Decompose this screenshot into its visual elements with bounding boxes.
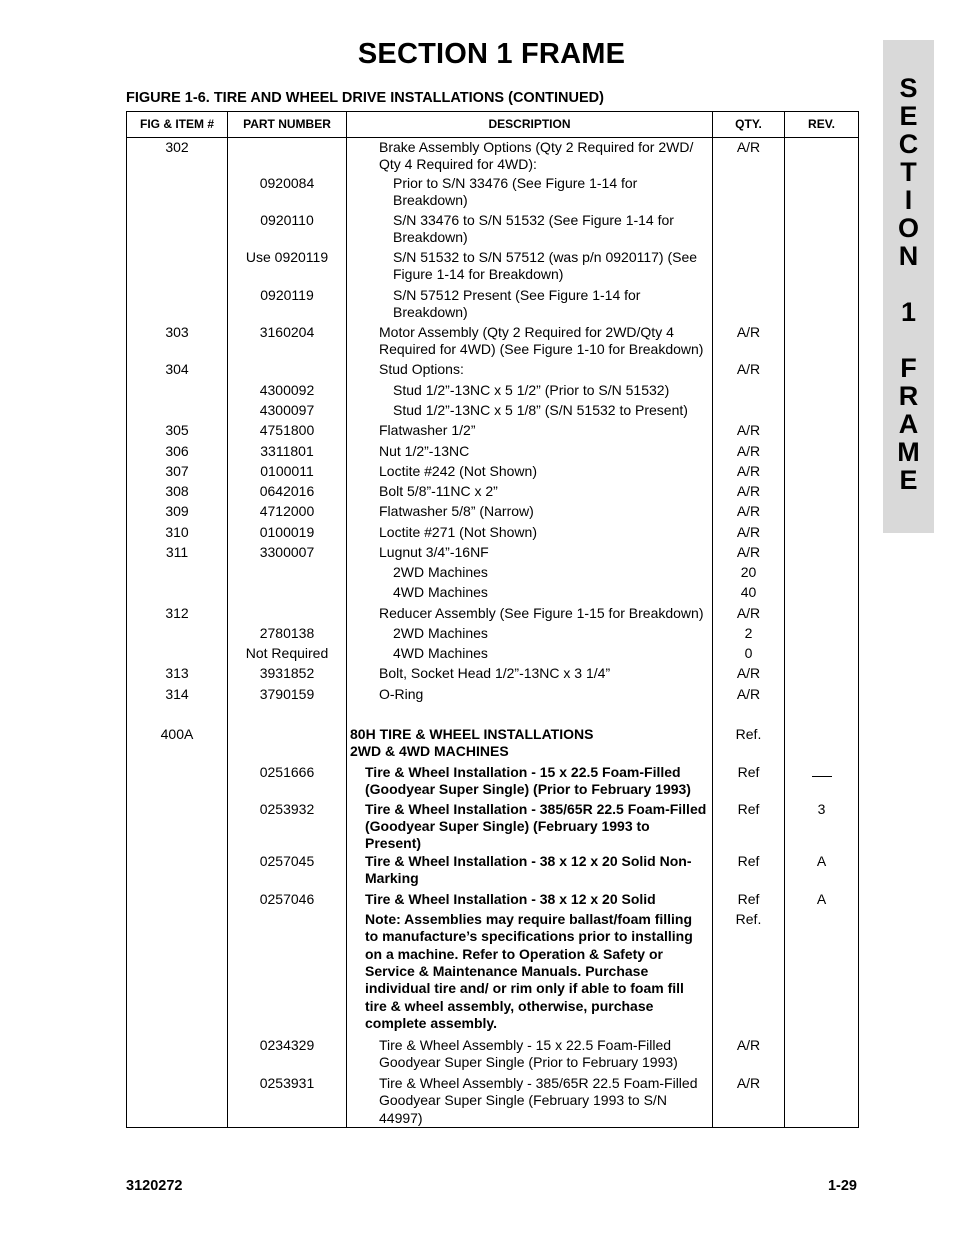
description-cell: Tire & Wheel Installation - 38 x 12 x 20 Solid bbox=[347, 891, 713, 911]
description-cell: S/N 57512 Present (See Figure 1-14 for Breakdown) bbox=[347, 287, 713, 324]
side-tab-letter: S bbox=[899, 73, 918, 103]
part-number-cell bbox=[228, 138, 347, 175]
part-number-cell: 0100011 bbox=[228, 463, 347, 483]
table-row bbox=[127, 645, 859, 665]
table-row bbox=[127, 249, 859, 287]
description-cell: S/N 33476 to S/N 51532 (See Figure 1-14 for Breakdown) bbox=[347, 212, 713, 249]
rev-cell bbox=[785, 584, 859, 605]
item-cell: 310 bbox=[127, 524, 228, 544]
side-tab-letter: O bbox=[897, 213, 919, 243]
qty-cell: A/R bbox=[713, 686, 785, 726]
item-cell: 307 bbox=[127, 463, 228, 483]
side-tab-letter: C bbox=[898, 129, 919, 159]
column-header-qty: QTY. bbox=[713, 112, 785, 138]
description-cell: Brake Assembly Options (Qty 2 Required for 2WD/ Qty 4 Required for 4WD): bbox=[347, 138, 713, 175]
section-heading-line: 2WD & 4WD MACHINES bbox=[350, 742, 509, 759]
qty-cell: A/R bbox=[713, 361, 785, 382]
qty-cell: Ref bbox=[713, 891, 785, 911]
item-cell: 312 bbox=[127, 605, 228, 625]
rev-cell bbox=[785, 175, 859, 212]
table-row bbox=[127, 524, 859, 544]
table-row bbox=[127, 443, 859, 463]
table-row bbox=[127, 686, 859, 726]
column-header-description: DESCRIPTION bbox=[347, 112, 713, 138]
side-tab-letter: T bbox=[900, 157, 917, 187]
rev-cell bbox=[785, 625, 859, 645]
part-number-cell: 0642016 bbox=[228, 483, 347, 503]
item-cell: 311 bbox=[127, 544, 228, 564]
rev-cell bbox=[785, 524, 859, 544]
item-cell bbox=[127, 801, 228, 853]
description-cell: Tire & Wheel Installation - 385/65R 22.5 Foam-Filled (Goodyear Super Single) (February 1993 to Present) bbox=[347, 801, 713, 853]
side-tab-letter: N bbox=[898, 241, 919, 271]
part-number-cell: 0920119 bbox=[228, 287, 347, 324]
rev-cell bbox=[785, 483, 859, 503]
item-cell: 304 bbox=[127, 361, 228, 382]
rev-cell: A bbox=[785, 853, 859, 891]
side-tab-letter: A bbox=[898, 409, 919, 439]
part-number-cell: 0257045 bbox=[228, 853, 347, 891]
qty-cell bbox=[713, 402, 785, 422]
part-number-cell: 3790159 bbox=[228, 686, 347, 726]
qty-cell: Ref bbox=[713, 853, 785, 891]
qty-cell: A/R bbox=[713, 1037, 785, 1075]
description-cell: Flatwasher 1/2” bbox=[347, 422, 713, 443]
note-cell: Note: Assemblies may require ballast/foam filling to manufacture’s specifications prior to installing on a machine. Refer to Operation & Safety or Service & Maintenance Manuals. Purchase individual tire and/ or rim only if able to foam fill tire & wheel assembly, otherwise, purchase complete assembly. bbox=[347, 911, 713, 1037]
item-cell: 305 bbox=[127, 422, 228, 443]
item-cell bbox=[127, 382, 228, 402]
rev-cell bbox=[785, 287, 859, 324]
rev-cell bbox=[785, 422, 859, 443]
part-number-cell: 4712000 bbox=[228, 503, 347, 524]
item-cell: 314 bbox=[127, 686, 228, 726]
description-cell: O-Ring bbox=[347, 686, 713, 726]
qty-cell: A/R bbox=[713, 138, 785, 175]
rev-dash bbox=[812, 776, 832, 777]
item-cell bbox=[127, 287, 228, 324]
part-number-cell: 0100019 bbox=[228, 524, 347, 544]
part-number-cell: 3931852 bbox=[228, 665, 347, 686]
table-row bbox=[127, 138, 859, 175]
description-cell: 4WD Machines bbox=[347, 645, 713, 665]
section-title: SECTION 1 FRAME bbox=[357, 38, 626, 70]
description-cell bbox=[347, 726, 713, 764]
table-row bbox=[127, 764, 859, 801]
item-cell bbox=[127, 645, 228, 665]
table-row bbox=[127, 564, 859, 584]
item-cell bbox=[127, 891, 228, 911]
table-row bbox=[127, 324, 859, 361]
table-row bbox=[127, 625, 859, 645]
table-row bbox=[127, 402, 859, 422]
rev-cell bbox=[785, 764, 859, 801]
rev-cell bbox=[785, 324, 859, 361]
column-header-item: FIG & ITEM # bbox=[127, 112, 228, 138]
qty-cell: A/R bbox=[713, 665, 785, 686]
description-cell: 2WD Machines bbox=[347, 625, 713, 645]
rev-cell bbox=[785, 1075, 859, 1128]
table-row bbox=[127, 382, 859, 402]
rev-cell: 3 bbox=[785, 801, 859, 853]
rev-cell bbox=[785, 463, 859, 483]
part-number-cell: 3300007 bbox=[228, 544, 347, 564]
part-number-cell: 0253931 bbox=[228, 1075, 347, 1128]
document-number: 3120272 bbox=[126, 1178, 183, 1194]
table-row bbox=[127, 891, 859, 911]
item-cell bbox=[127, 249, 228, 287]
qty-cell: 40 bbox=[713, 584, 785, 605]
table-row bbox=[127, 605, 859, 625]
qty-cell: A/R bbox=[713, 483, 785, 503]
rev-cell bbox=[785, 665, 859, 686]
table-row bbox=[127, 853, 859, 891]
part-number-cell: 0234329 bbox=[228, 1037, 347, 1075]
rev-cell bbox=[785, 249, 859, 287]
table-row bbox=[127, 287, 859, 324]
rev-cell bbox=[785, 443, 859, 463]
page-number: 1-29 bbox=[827, 1178, 857, 1194]
section-heading-line: 80H TIRE & WHEEL INSTALLATIONS bbox=[350, 725, 594, 742]
description-cell: Tire & Wheel Installation - 38 x 12 x 20 Solid Non-Marking bbox=[347, 853, 713, 891]
side-tab-letter: E bbox=[899, 101, 918, 131]
side-tab-letter: F bbox=[900, 353, 917, 383]
rev-cell bbox=[785, 1037, 859, 1075]
table-row bbox=[127, 212, 859, 249]
description-cell: Nut 1/2”-13NC bbox=[347, 443, 713, 463]
side-tab-letter: 1 bbox=[900, 297, 917, 327]
item-cell bbox=[127, 853, 228, 891]
item-cell: 302 bbox=[127, 138, 228, 175]
table-row bbox=[127, 665, 859, 686]
qty-cell: Ref. bbox=[713, 911, 785, 1037]
part-number-cell: 0257046 bbox=[228, 891, 347, 911]
rev-cell bbox=[785, 402, 859, 422]
qty-cell: Ref bbox=[713, 801, 785, 853]
side-tab-letter: I bbox=[904, 185, 913, 215]
rev-cell bbox=[785, 564, 859, 584]
description-cell: Stud 1/2”-13NC x 5 1/8” (S/N 51532 to Present) bbox=[347, 402, 713, 422]
part-number-cell: 4300097 bbox=[228, 402, 347, 422]
item-cell: 306 bbox=[127, 443, 228, 463]
qty-cell: Ref. bbox=[713, 726, 785, 764]
table-row bbox=[127, 503, 859, 524]
description-cell: Lugnut 3/4”-16NF bbox=[347, 544, 713, 564]
item-cell bbox=[127, 911, 228, 1037]
description-cell: Bolt 5/8”-11NC x 2” bbox=[347, 483, 713, 503]
part-number-cell: 0251666 bbox=[228, 764, 347, 801]
rev-cell bbox=[785, 503, 859, 524]
part-number-cell: Not Required bbox=[228, 645, 347, 665]
table-row bbox=[127, 584, 859, 605]
qty-cell: A/R bbox=[713, 324, 785, 361]
description-cell: Stud Options: bbox=[347, 361, 713, 382]
rev-cell bbox=[785, 911, 859, 1037]
rev-cell bbox=[785, 212, 859, 249]
description-cell: Reducer Assembly (See Figure 1-15 for Breakdown) bbox=[347, 605, 713, 625]
qty-cell bbox=[713, 382, 785, 402]
part-number-cell: 3311801 bbox=[228, 443, 347, 463]
qty-cell bbox=[713, 175, 785, 212]
item-cell bbox=[127, 212, 228, 249]
part-number-cell: 3160204 bbox=[228, 324, 347, 361]
rev-cell bbox=[785, 605, 859, 625]
figure-title: FIGURE 1-6. TIRE AND WHEEL DRIVE INSTALLATIONS (CONTINUED) bbox=[126, 90, 604, 106]
rev-cell bbox=[785, 382, 859, 402]
table-row bbox=[127, 463, 859, 483]
qty-cell bbox=[713, 212, 785, 249]
table-row bbox=[127, 1037, 859, 1075]
item-cell bbox=[127, 1037, 228, 1075]
description-cell: Motor Assembly (Qty 2 Required for 2WD/Qty 4 Required for 4WD) (See Figure 1-10 for Breakdown) bbox=[347, 324, 713, 361]
column-header-part-number: PART NUMBER bbox=[228, 112, 347, 138]
table-row bbox=[127, 175, 859, 212]
qty-cell: A/R bbox=[713, 463, 785, 483]
item-cell: 400A bbox=[127, 726, 228, 764]
section-side-tab bbox=[883, 40, 934, 533]
rev-cell bbox=[785, 645, 859, 665]
rev-cell bbox=[785, 544, 859, 564]
qty-cell: A/R bbox=[713, 1075, 785, 1128]
description-cell: Loctite #271 (Not Shown) bbox=[347, 524, 713, 544]
item-cell bbox=[127, 564, 228, 584]
table-header-row bbox=[127, 112, 859, 138]
table-row bbox=[127, 422, 859, 443]
part-number-cell bbox=[228, 584, 347, 605]
qty-cell: 0 bbox=[713, 645, 785, 665]
table-row bbox=[127, 1075, 859, 1128]
table-row bbox=[127, 483, 859, 503]
description-cell: 4WD Machines bbox=[347, 584, 713, 605]
rev-cell bbox=[785, 361, 859, 382]
side-tab-letter: R bbox=[898, 381, 919, 411]
part-number-cell: 4300092 bbox=[228, 382, 347, 402]
description-cell: Tire & Wheel Assembly - 385/65R 22.5 Foam-Filled Goodyear Super Single (February 1993 to S/N 44997) bbox=[347, 1075, 713, 1128]
item-cell: 303 bbox=[127, 324, 228, 361]
part-number-cell bbox=[228, 605, 347, 625]
description-cell: Bolt, Socket Head 1/2”-13NC x 3 1/4” bbox=[347, 665, 713, 686]
qty-cell: A/R bbox=[713, 443, 785, 463]
column-header-rev: REV. bbox=[785, 112, 859, 138]
item-cell: 309 bbox=[127, 503, 228, 524]
description-cell: 2WD Machines bbox=[347, 564, 713, 584]
table-row bbox=[127, 726, 859, 764]
parts-table bbox=[126, 111, 859, 1128]
rev-cell bbox=[785, 138, 859, 175]
table-row bbox=[127, 544, 859, 564]
description-cell: Flatwasher 5/8” (Narrow) bbox=[347, 503, 713, 524]
part-number-cell bbox=[228, 726, 347, 764]
part-number-cell: 2780138 bbox=[228, 625, 347, 645]
part-number-cell bbox=[228, 564, 347, 584]
qty-cell bbox=[713, 287, 785, 324]
rev-cell bbox=[785, 686, 859, 726]
description-cell: S/N 51532 to S/N 57512 (was p/n 0920117) (See Figure 1-14 for Breakdown) bbox=[347, 249, 713, 287]
item-cell bbox=[127, 402, 228, 422]
qty-cell: A/R bbox=[713, 503, 785, 524]
qty-cell: A/R bbox=[713, 422, 785, 443]
part-number-cell: 0920110 bbox=[228, 212, 347, 249]
qty-cell: A/R bbox=[713, 544, 785, 564]
description-cell: Tire & Wheel Assembly - 15 x 22.5 Foam-Filled Goodyear Super Single (Prior to February 1993) bbox=[347, 1037, 713, 1075]
item-cell bbox=[127, 584, 228, 605]
side-tab-letter: E bbox=[899, 465, 918, 495]
description-cell: Tire & Wheel Installation - 15 x 22.5 Foam-Filled (Goodyear Super Single) (Prior to February 1993) bbox=[347, 764, 713, 801]
part-number-cell bbox=[228, 911, 347, 1037]
qty-cell: 20 bbox=[713, 564, 785, 584]
part-number-cell: 0253932 bbox=[228, 801, 347, 853]
side-tab-letter: M bbox=[897, 437, 920, 467]
table-row bbox=[127, 361, 859, 382]
part-number-cell: 4751800 bbox=[228, 422, 347, 443]
item-cell bbox=[127, 1075, 228, 1128]
description-cell: Loctite #242 (Not Shown) bbox=[347, 463, 713, 483]
description-cell: Prior to S/N 33476 (See Figure 1-14 for Breakdown) bbox=[347, 175, 713, 212]
item-cell: 308 bbox=[127, 483, 228, 503]
description-cell: Stud 1/2”-13NC x 5 1/2” (Prior to S/N 51532) bbox=[347, 382, 713, 402]
qty-cell: Ref bbox=[713, 764, 785, 801]
part-number-cell: Use 0920119 bbox=[228, 249, 347, 287]
qty-cell: A/R bbox=[713, 605, 785, 625]
qty-cell bbox=[713, 249, 785, 287]
item-cell bbox=[127, 764, 228, 801]
rev-cell: A bbox=[785, 891, 859, 911]
qty-cell: 2 bbox=[713, 625, 785, 645]
item-cell: 313 bbox=[127, 665, 228, 686]
item-cell bbox=[127, 625, 228, 645]
table-row bbox=[127, 911, 859, 1037]
table-row bbox=[127, 801, 859, 853]
item-cell bbox=[127, 175, 228, 212]
rev-cell bbox=[785, 726, 859, 764]
qty-cell: A/R bbox=[713, 524, 785, 544]
part-number-cell bbox=[228, 361, 347, 382]
part-number-cell: 0920084 bbox=[228, 175, 347, 212]
